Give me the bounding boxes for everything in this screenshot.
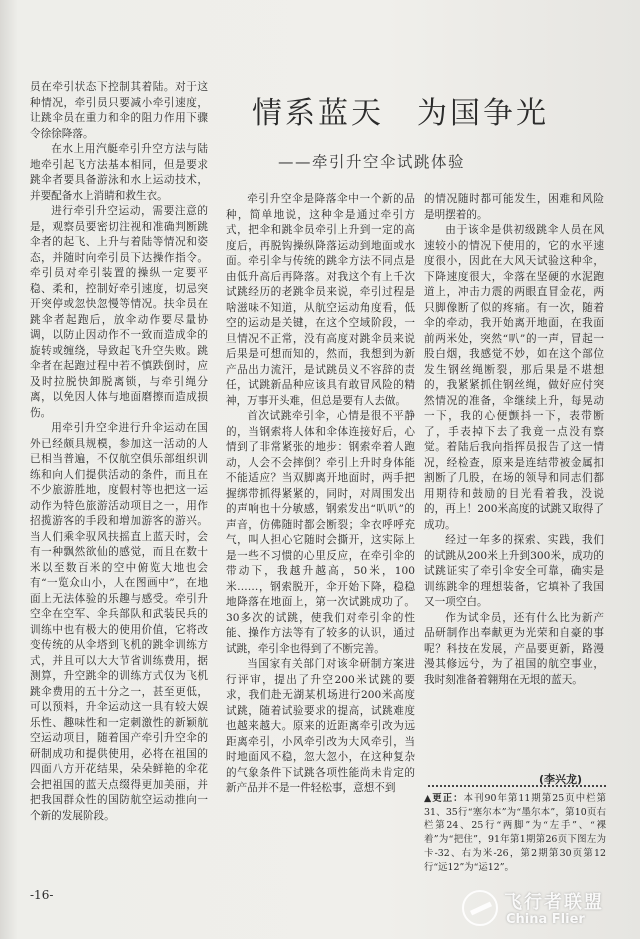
paragraph: 由于该伞是供初级跳伞人员在风速较小的情况下使用的，它的水平速度很小，因此在大风天试验这种伞，下降速度很大，伞落在坚硬的水泥跑道上，冲击力震的两眼直冒金花，两只脚像断了似的疼痛。有一次，随着伞的牵动，我开始离开地面，在我面前两米处，突然“叭”的一声，冒起一股白烟，我感觉不妙，如在这个部位发生钢丝绳断裂，那后果是不堪想的，我紧紧抓住钢丝绳，做好应付突然情况的准备，伞继续上升，每晃动一下，我的心便颤抖一下，表带断了，手表掉下去了我竟一点没有察觉。着陆后我向指挥员报告了这一情况，经检查，原来是连结带被金属扣割断了几股，在场的领导和同志们都用期待和鼓励的目光看着我，没说的，再上！200米高度的试跳又取得了成功。 <box>424 224 604 531</box>
paragraph: 当国家有关部门对该伞研制方案进行评审，提出了升空200米试跳的要求，我们赴无湖某机场进行200米高度试跳，随着试验要求的提高，试跳难度也越来越大。原来的近距离牵引改为远距离牵引，小风牵引改为大风牵引，当时地面风不稳，忽大忽小，在这种复杂的气象条件下试跳各项性能尚未肯定的新产品并不是一件轻松事，意想不到 <box>226 658 415 794</box>
paragraph: 的情况随时都可能发生，困难和风险是明摆着的。 <box>424 193 604 221</box>
middle-column <box>226 192 415 892</box>
watermark <box>462 884 612 932</box>
paragraph: 用牵引升空伞进行升伞运动在国外已经颇具规模，参加这一活动的人已相当普遍，不仅航空俱乐部组织训练和向人们提供活动的条件，而且在不少旅游胜地，度假村等也把这一运动作为特色旅游活动项目之一，用作招揽游客的手段和增加游客的游兴。当人们乘伞驭风扶摇直上蓝天时，会有一种飘然欲仙的感觉，而且在数十米以至数百米的空中俯览大地也会有“一览众山小，人在图画中”，在地面上无法体验的乐趣与感受。牵引升空伞在空军、伞兵部队和武装民兵的训练中也有极大的使用价值，它将改变传统的从伞塔到飞机的跳伞训练方式，并且可以大大节省训练费用，据测算，升空跳伞的训练方式仅为飞机跳伞费用的五十分之一，甚至更低，可以预料，升伞运动这一具有较大娱乐性、趣味性和一定刺激性的新颖航空运动项目，随着国产牵引升空伞的研制成功和提供使用，必将在祖国的四面八方开花结果，朵朵鲜艳的伞花会把祖国的蓝天点缀得更加美丽，并把我国群众性的国防航空运动推向一个新的发展阶段。 <box>30 422 208 822</box>
author-byline: (李兴龙) <box>539 773 583 786</box>
article-subtitle: ——牵引升空伞试跳体验 <box>278 153 466 171</box>
left-column <box>30 80 208 880</box>
page-number: -16- <box>30 888 54 902</box>
watermark-chinese: 飞行者联盟 <box>504 892 604 913</box>
paragraph: 作为试伞员，还有什么比为新产品研制作出奉献更为光荣和自豪的事呢？科技在发展，产品要更新，路漫漫其修远兮，为了祖国的航空事业，我时刻准备着翱翔在无垠的蓝天。 <box>424 611 604 686</box>
paragraph: 首次试跳牵引伞，心情是很不平静的，当钢索将人体和伞体连接好后，心情到了非常紧张的地步：钢索牵着人跑动，人会不会摔倒？牵引上升时身体能不能适应？当双脚离开地面时，两手把握绑带抓得紧紧的，同时，对周围发出的声响也十分敏感，钢索发出“叭叭”的声音，仿佛随时都会断裂；伞衣呼呼充气，叫人担心它随时会撕开，这实际上是一些不习惯的心里反应，在牵引伞的带动下，我越升越高，50米，100米……，钢索脱开，伞开始下降，稳稳地降落在地面上，第一次试跳成功了。30多次的试跳，使我们对牵引伞的性能、操作方法等有了较多的认识，通过试跳，牵引伞也得到了不断完善。 <box>226 410 415 655</box>
watermark-english: China Flier <box>506 912 585 927</box>
correction-label: ▲更正： <box>424 793 464 804</box>
correction-text: 本刊90年第11期第25页中栏第31、35行“塞尔本”为“墨尔本”，第10页右栏第24、25行“两脚”为“左手”、“裸着”为“把住”，91年第1期第26页下图左为卡-32、右为米-26，第2期第30页第12行“远12”为“运12”。 <box>424 793 606 873</box>
paragraph: 牵引升空伞是降落伞中一个新的品种，简单地说，这种伞是通过牵引方式，把伞和跳伞员牵引上升到一定的高度后，再脱钩操纵降落运动到地面或水面。牵引伞与传统的跳伞方法不同点是由低升高后再降落。对我这个有上千次试跳经历的老跳伞员来说，牵引过程是啥滋味不知道，从航空运动角度看，低空的运动是关键，在这个空域阶段，一旦情况不正常，没有高度对跳伞员来说后果是可想而知的，然而，我想到为新产品出力流汗，是试跳员义不容辞的责任，试跳新品种应该具有敢冒风险的精神，万事开头难，但总是要有人去做。 <box>226 193 415 407</box>
plane-logo-icon <box>462 890 498 926</box>
right-column <box>424 192 604 762</box>
divider <box>428 785 606 787</box>
correction-notice <box>424 792 606 874</box>
paragraph: 经过一年多的探索、实践，我们的试跳从200米上升到300米，成功的试跳证实了牵引伞安全可靠，确实是训练跳伞的理想装备，它填补了我国又一项空白。 <box>424 534 604 608</box>
paragraph: 员在牵引状态下控制其着陆。对于这种情况，牵引员只要减小牵引速度，让跳伞员在重力和伞的阻力作用下骤令徐徐降落。 <box>30 81 208 140</box>
paragraph: 进行牵引升空运动，需要注意的是，观察员要密切注视和准确判断跳伞者的起飞、上升与着陆等情况和姿态，并随时向牵引员下达操作指令。牵引员对牵引装置的操纵一定要平稳、柔和，控制好牵引速度，切忌突开突停或忽快忽慢等情况。扶伞员在跳伞者起跑后，放伞动作要尽量协调，以防止因动作不一致而造成伞的旋转或缠绕，导致起飞升空失败。跳伞者在起跑过程中若不慎跌倒时，应及时拉脱快卸脱离锁，与牵引绳分离，以免因人体与地面磨擦而造成损伤。 <box>30 205 208 419</box>
paragraph: 在水上用汽艇牵引升空方法与陆地牵引起飞方法基本相同，但是要求跳伞者要具备游泳和水上运动技术，并要配备水上消睛和救生衣。 <box>30 143 208 202</box>
article-title: 情系蓝天 为国争光 <box>252 96 549 131</box>
